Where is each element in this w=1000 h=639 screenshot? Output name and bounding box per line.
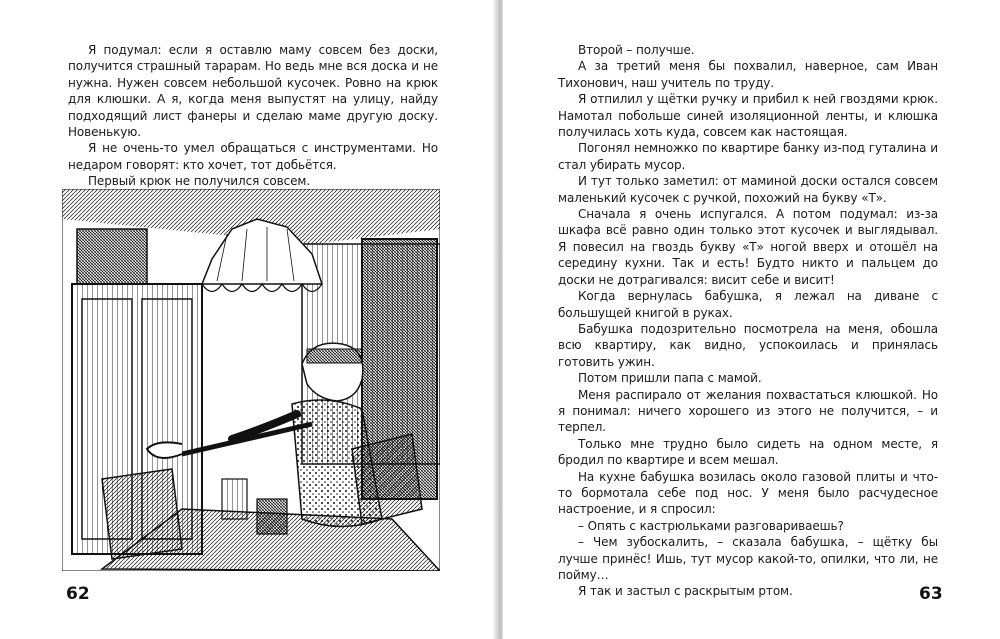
paragraph: Второй – получше.	[578, 43, 695, 57]
box	[257, 499, 287, 534]
jar	[222, 479, 247, 519]
paragraph: А за третий меня бы похвалил, наверное, сам Иван Тихонович, наш учитель по труду.	[558, 59, 938, 90]
picture-frame	[77, 229, 147, 284]
headband	[307, 349, 362, 363]
paragraph: Сначала я очень испугался. А потом подумал: из-за шкафа всё равно один только этот кусочек и выглядывал. Я повесил на гвоздь букву «Т» ногой вверх и отошёл на середину кухни. Так и есть! Будто никто и пальцем до доски не дотрагивался: висит себе и висит!	[558, 207, 938, 287]
paragraph: Меня распирало от желания похвастаться клюшкой. Но я понимал: ничего хорошего из этого не получится, – и терпел.	[558, 387, 938, 435]
paragraph: Потом пришли папа с мамой.	[578, 371, 762, 386]
paragraph: Погонял немножко по квартире банку из-под гуталина и стал убирать мусор.	[558, 141, 938, 172]
paragraph: Я подумал: если я оставлю маму совсем без доски, получится страшный тарарам. Но ведь мне вся доска и не нужна. Нужен совсем небольшой кусочек. Ровно на крюк для клюшки. А я, когда меня выпустят на улицу, найду подходящий лист фанеры и сделаю маме другую доску. Новенькую.	[68, 43, 438, 140]
paragraph: Когда вернулась бабушка, я лежал на диване с большущей книгой в руках.	[558, 289, 938, 320]
paragraph: На кухне бабушка возилась около газовой плиты и что-то бормотала себе под нос. У меня было расчудесное настроение, и я спросил:	[558, 469, 938, 517]
paragraph: – Опять с кастрюльками разговариваешь?	[578, 518, 844, 533]
paragraph: Первый крюк не получился совсем.	[88, 174, 311, 189]
page-number-right: 63	[919, 584, 943, 604]
paragraph: Я не очень-то умел обращаться с инструментами. Но недаром говорят: кто хочет, тот добьётся.	[68, 141, 438, 172]
paragraph: Я так и застыл с раскрытым ртом.	[578, 584, 793, 599]
right-page-text	[558, 42, 938, 600]
right-page	[503, 0, 1000, 639]
chair-right	[352, 434, 422, 524]
paragraph: – Чем зубоскалить, – сказала бабушка, – щётку бы лучше принёс! Ишь, тут мусор какой-то, опилки, что ли, не пойму…	[558, 535, 938, 582]
paragraph: Я отпилил у щётки ручку и прибил к ней гвоздями крюк. Намотал побольше синей изоляционной ленты, и клюшка получилась хоть куда, совсем как настоящая.	[558, 92, 938, 140]
illustration-boy-with-hockey-stick	[62, 189, 440, 571]
left-page	[0, 0, 497, 639]
paragraph: Только мне трудно было сидеть на одном месте, я бродил по квартире и всем мешал.	[558, 436, 938, 468]
paragraph: Бабушка подозрительно посмотрела на меня, обошла всю квартиру, как видно, успокоилась и принялась готовить ужин.	[558, 321, 938, 369]
page-number-left: 62	[66, 584, 90, 604]
left-page-text	[68, 42, 438, 190]
paragraph: И тут только заметил: от маминой доски остался совсем маленький кусочек с ручкой, похожий на букву «Т».	[558, 174, 938, 205]
